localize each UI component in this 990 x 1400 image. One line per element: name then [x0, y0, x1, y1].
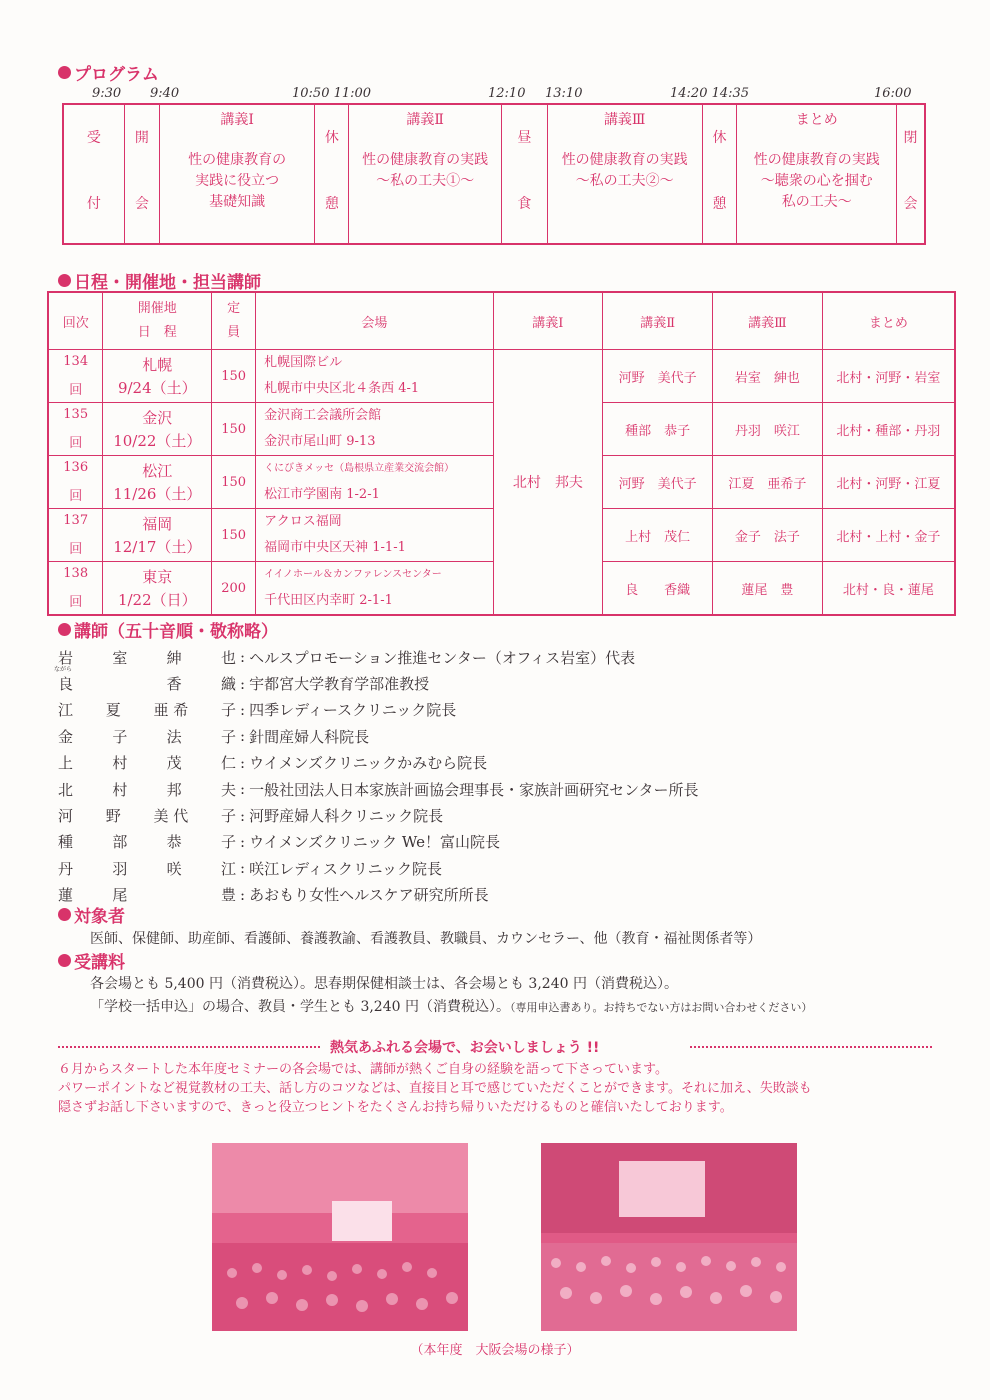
program-opening: 開 会: [125, 105, 160, 243]
lecturer-name: [58, 699, 236, 720]
lecturer-name-char: 江: [220, 859, 236, 878]
lecturer-row: [54, 666, 698, 696]
table-header: 回次 開催地 日 程 定 員 会場 講義Ⅰ 講義Ⅱ 講義Ⅲ まとめ: [48, 292, 955, 350]
lecturer-name-char: 法: [166, 727, 182, 746]
program-heading: プログラム: [58, 60, 159, 85]
lecturer-name-char: 茂: [166, 754, 182, 773]
lecturer-name-char: 種: [58, 833, 74, 852]
lecturer-name-char: 江: [58, 701, 74, 720]
lecturer-name-char: 金: [58, 727, 74, 746]
lecturer-name-char: 恭: [166, 833, 182, 852]
separator: :: [240, 780, 246, 799]
seminar-photo-left: [212, 1143, 468, 1331]
schedule-table: [47, 291, 956, 616]
lecturer-affiliation: 針間産婦人科院長: [249, 727, 370, 746]
lecturer-name-char: 仁: [220, 754, 236, 773]
lecturer-name: [54, 666, 236, 694]
lecturer-row: [58, 776, 698, 802]
lecturer-affiliation: ヘルスプロモーション推進センター（オフィス岩室）代表: [249, 648, 636, 667]
lecturer-row: [58, 829, 698, 855]
lecturer-name: [58, 726, 236, 747]
program-break-2: 休 憩: [703, 105, 738, 243]
lecturer-name: [58, 779, 236, 800]
lecturer-row: [58, 750, 698, 776]
lecturer-name-char: 香: [166, 675, 182, 694]
lecturer-name-char: [167, 884, 182, 905]
program-reception: 受 付: [64, 105, 125, 243]
lecturer-affiliation: ウイメンズクリニックかみむら院長: [249, 754, 488, 773]
lecturer-name-char: 邦: [166, 780, 182, 799]
program-lunch: 昼 食: [502, 105, 548, 243]
lecturer-ruby: ながら: [54, 666, 73, 674]
lecturer-name-char: 亜 希: [153, 701, 189, 720]
lecturer-affiliation: 一般社団法人日本家族計画協会理事長・家族計画研究センター所長: [249, 780, 699, 799]
bullet-icon: [58, 274, 71, 287]
program-table: [62, 103, 926, 245]
separator: :: [240, 806, 246, 825]
lecturer-name-char: 子: [220, 833, 236, 852]
lecturer-row: [58, 697, 698, 723]
lecturer-row: [58, 882, 698, 908]
separator: :: [240, 700, 246, 719]
lecturer-name-char: 夏: [105, 701, 121, 720]
lecturer-affiliation: あおもり女性ヘルスケア研究所所長: [249, 886, 489, 905]
lecturer-name: [58, 831, 236, 852]
lecturer-name-char: 夫: [220, 780, 236, 799]
separator: :: [240, 859, 246, 878]
lecturer-name-char: 尾: [112, 886, 128, 905]
lecturer-name-char: 豊: [220, 886, 236, 905]
bullet-icon: [58, 954, 71, 967]
photo-caption: （本年度 大阪会場の様子）: [410, 1343, 580, 1358]
lecturer-name: [58, 805, 236, 826]
target-text: 医師、保健師、助産師、看護師、養護教諭、看護教員、教職員、カウンセラー、他（教育・福祉関係者等）: [90, 931, 762, 947]
lecturer-name-char: 村: [112, 754, 128, 773]
bullet-icon: [58, 908, 71, 921]
program-times: 9:30 9:40 10:50 11:00 12:10 13:10 14:20 14:35 16:00: [92, 86, 912, 101]
lecturer-row: [58, 855, 698, 881]
lecturer-name-char: 咲: [166, 859, 182, 878]
lecturer-row: [58, 802, 698, 828]
schedule-heading: 日程・開催地・担当講師: [58, 268, 261, 293]
bullet-icon: [58, 66, 71, 79]
program-lecture-2: 講義Ⅱ 性の健康教育の実践 〜私の工夫①〜: [349, 105, 502, 243]
lecturer-name-char: 子: [220, 727, 236, 746]
lecturer-affiliation: 宇都宮大学教育学部准教授: [249, 675, 430, 694]
lecturers-heading: 講師（五十音順・敬称略）: [58, 617, 278, 642]
fee-line-2: 「学校一括申込」の場合、教員・学生とも 3,240 円（消費税込）。（専用申込書あり。お持ちでない方はお問い合わせください）: [90, 999, 813, 1015]
lecturer-name-char: 也: [220, 648, 236, 667]
divider: [58, 1046, 320, 1048]
lecturer-name: [58, 647, 236, 668]
lecturer-name-char: 織: [220, 675, 236, 694]
message-body: ６月からスタートした本年度セミナーの各会場では、講師が熱くご自身の経験を語って下さっています。 パワーポイントなど視覚教材の工夫、話し方のコツなどは、直接目と耳で感じていただくことができます。それに加え、失敗談も 隠さずお話し下さいますので、きっと役立つヒントをたくさんお持ち帰りいただけるものと確信いたしております。: [58, 1062, 812, 1115]
lecturer-name-char: 河: [58, 807, 74, 826]
fee-heading: 受講料: [58, 948, 125, 973]
lecturer-name-char: 北: [58, 780, 74, 799]
bullet-icon: [58, 623, 71, 636]
separator: :: [240, 753, 246, 772]
program-closing: 閉 会: [903, 130, 918, 212]
seminar-photo-right: [541, 1143, 797, 1331]
lecturer-name-char: 野: [105, 807, 121, 826]
lecturer-name-char: 羽: [112, 859, 128, 878]
lecturer-name-char: 部: [112, 833, 128, 852]
target-heading: 対象者: [58, 902, 125, 927]
lecturer-name-char: 蓮: [58, 886, 74, 905]
lecturer-row: [58, 723, 698, 749]
program-lecture-1: 講義Ⅰ 性の健康教育の 実践に役立つ 基礎知識: [160, 105, 316, 243]
lecturer-name-char: [112, 673, 127, 694]
table-row: 137 回 福岡 12/17（土） 150 アクロス福岡 福岡市中央区天神 1-1-1 上村 茂仁 金子 法子 北村・上村・金子: [48, 509, 955, 562]
separator: :: [240, 648, 246, 667]
lecturer-affiliation: ウイメンズクリニック We！富山院長: [249, 833, 500, 852]
lecturer-name-char: 良: [58, 675, 74, 694]
lecturer-name-char: 岩: [58, 648, 74, 667]
fee-line-1: 各会場とも 5,400 円（消費税込）。思春期保健相談士は、各会場とも 3,240 円（消費税込）。: [90, 976, 678, 992]
lecturer-name-char: 子: [112, 727, 128, 746]
separator: :: [240, 885, 246, 904]
table-row: 136 回 松江 11/26（土） 150 くにびきメッセ（島根県立産業交流会館） 松江市学園南 1-2-1 河野 美代子 江夏 亜希子 北村・河野・江夏: [48, 456, 955, 509]
lecturer-name-char: 子: [220, 807, 236, 826]
program-break-1: 休 憩: [315, 105, 349, 243]
divider: [690, 1046, 932, 1048]
lecturer-name-char: 紳: [166, 648, 182, 667]
separator: :: [240, 727, 246, 746]
lecturer-name-char: 村: [112, 780, 128, 799]
table-row: 135 回 金沢 10/22（土） 150 金沢商工会議所会館 金沢市尾山町 9-13 種部 恭子 丹羽 咲江 北村・種部・丹羽: [48, 403, 955, 456]
lecturer-affiliation: 河野産婦人科クリニック院長: [249, 807, 444, 826]
program-summary: まとめ 性の健康教育の実践 〜聴衆の心を掴む 私の工夫〜: [737, 105, 897, 243]
lecturer-name-char: 室: [112, 648, 128, 667]
lecturer-name-char: 子: [220, 701, 236, 720]
lecturer-name-char: 美 代: [153, 807, 189, 826]
separator: :: [240, 674, 246, 693]
lecturer-name: [58, 858, 236, 879]
table-row: 134 回 札幌 9/24（土） 150 札幌国際ビル 札幌市中央区北４条西 4-1 北村 邦夫 河野 美代子 岩室 紳也 北村・河野・岩室: [48, 350, 955, 403]
table-row: 138 回 東京 1/22（日） 200 イイノホール＆カンファレンスセンター 千代田区内幸町 2-1-1 良 香織 蓮尾 豊 北村・良・蓮尾: [48, 562, 955, 616]
lecturer-affiliation: 咲江レディスクリニック院長: [249, 859, 442, 878]
lecturer-name: [58, 752, 236, 773]
lecturer-list: [54, 644, 699, 908]
lecturer-affiliation: 四季レディースクリニック院長: [249, 701, 457, 720]
program-lecture-3: 講義Ⅲ 性の健康教育の実践 〜私の工夫②〜: [548, 105, 703, 243]
lecturer-name-char: 上: [58, 754, 74, 773]
message-headline: 熱気あふれる会場で、お会いしましょう !!: [330, 1040, 600, 1056]
separator: :: [240, 832, 246, 851]
lecturer-row: [58, 644, 698, 670]
lecturer-name-char: 丹: [58, 859, 74, 878]
